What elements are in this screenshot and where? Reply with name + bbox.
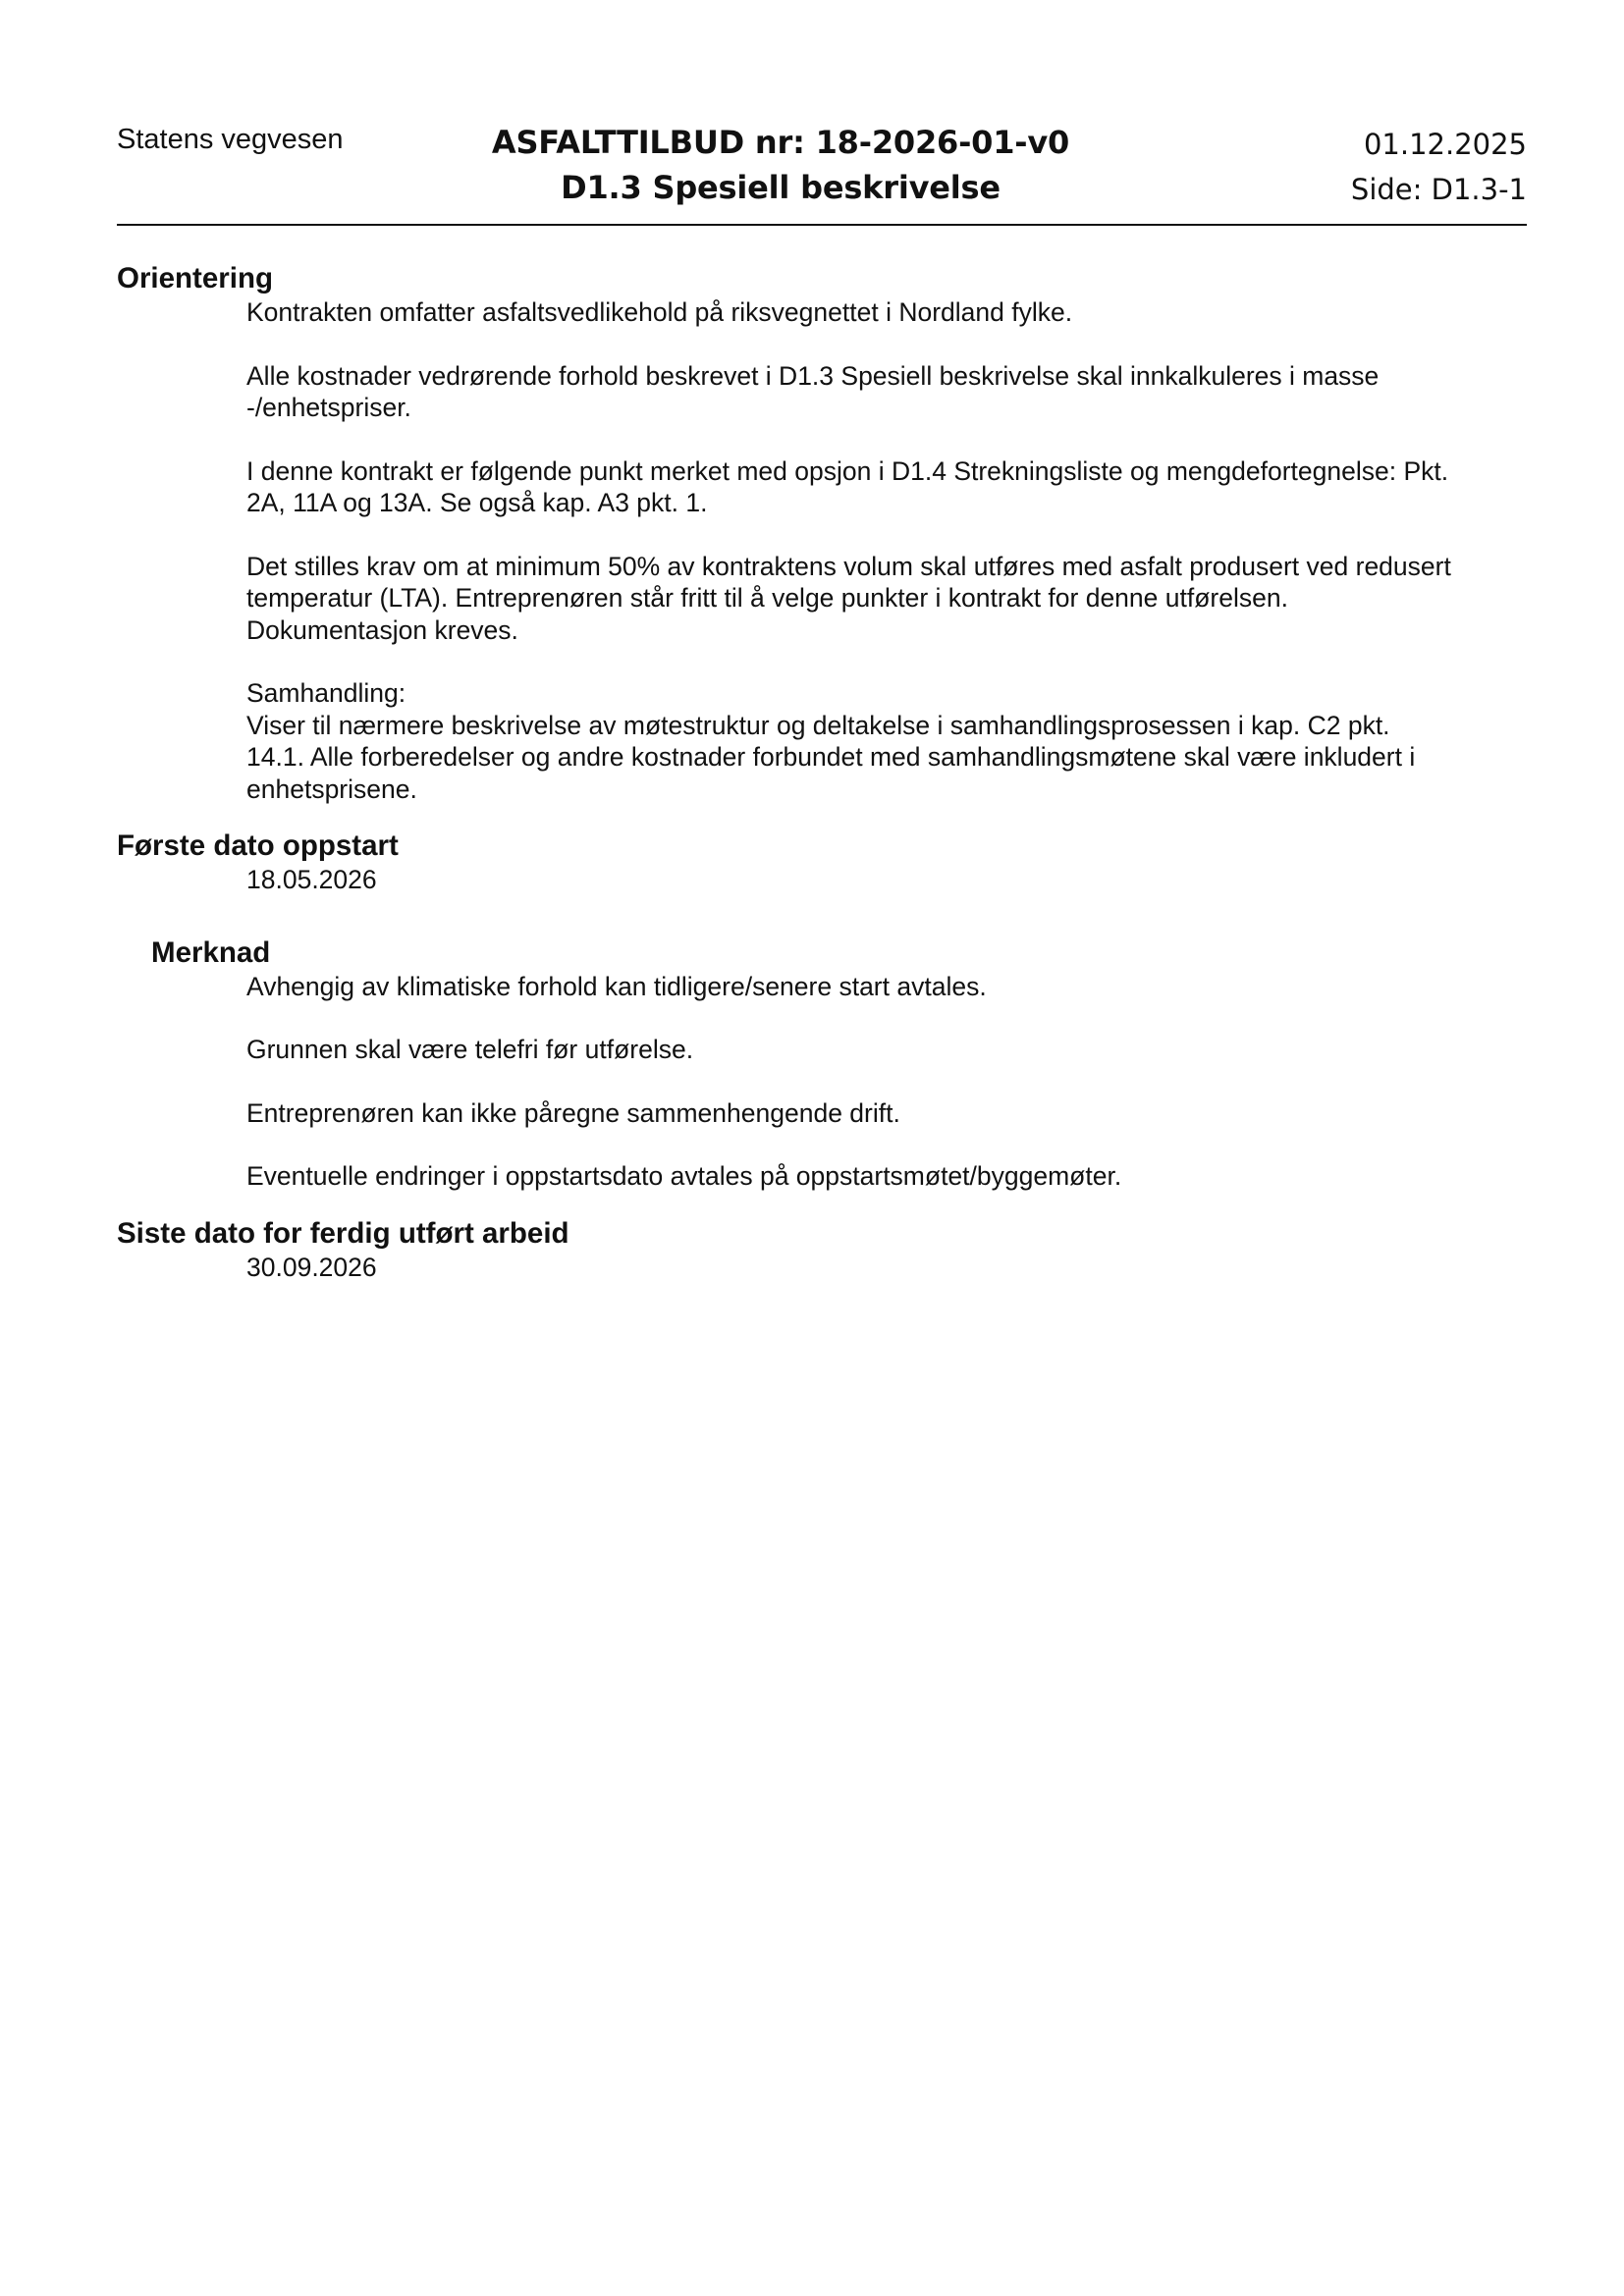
paragraph (246, 551, 1527, 647)
title-line-2: D1.3 Spesiell beskrivelse (561, 169, 1001, 206)
paragraph: Eventuelle endringer i oppstartsdato avtales på oppstartsmøtet/byggemøter. (246, 1161, 1122, 1191)
text-line: enhetsprisene. (246, 774, 417, 804)
paragraph (246, 360, 1527, 424)
section-heading-orientering: Orientering (117, 262, 273, 294)
text-line: Alle kostnader vedrørende forhold beskrevet i D1.3 Spesiell beskrivelse skal innkalkuleres i masse (246, 360, 1380, 391)
paragraph (246, 455, 1527, 519)
subsection-heading-merknad: Merknad (151, 935, 271, 969)
section-heading-siste-dato: Siste dato for ferdig utført arbeid (117, 1216, 569, 1250)
paragraph: Avhengig av klimatiske forhold kan tidligere/senere start avtales. (246, 971, 987, 1001)
text-line: Det stilles krav om at minimum 50% av kontraktens volum skal utføres med asfalt produsert ved redusert (246, 551, 1451, 581)
header-divider (117, 224, 1527, 226)
start-date-value: 18.05.2026 (246, 865, 377, 894)
text-line: temperatur (LTA). Entreprenøren står fritt til å velge punkter i kontrakt for denne utførelsen. (246, 583, 1288, 613)
paragraph (246, 296, 1527, 329)
paragraph: Grunnen skal være telefri før utførelse. (246, 1035, 694, 1064)
document-date: 01.12.2025 (1363, 128, 1527, 161)
text-line: Dokumentasjon kreves. (246, 614, 518, 645)
end-date-value: 30.09.2026 (246, 1252, 377, 1282)
text-line: -/enhetspriser. (246, 393, 411, 422)
section-heading-forste-dato: Første dato oppstart (117, 829, 399, 862)
text-line: Kontrakten omfatter asfaltsvedlikehold på riksvegnettet i Nordland fylke. (246, 297, 1073, 327)
text-line: Viser til nærmere beskrivelse av møtestruktur og deltakelse i samhandlingsprosessen i kap. C2 pkt. (246, 710, 1390, 740)
header-meta (1351, 122, 1527, 212)
organization-name: Statens vegvesen (117, 124, 344, 155)
document-title (373, 120, 1188, 210)
document-body (117, 261, 1527, 1283)
text-line: 14.1. Alle forberedelser og andre kostnader forbundet med samhandlingsmøtene skal være inkludert i (246, 742, 1416, 772)
page-number: Side: D1.3-1 (1350, 173, 1527, 206)
title-line-1: ASFALTTILBUD nr: 18-2026-01-v0 (491, 124, 1070, 161)
paragraph: Entreprenøren kan ikke påregne sammenhengende drift. (246, 1097, 900, 1128)
text-line: I denne kontrakt er følgende punkt merket med opsjon i D1.4 Strekningsliste og mengdefortegnelse: Pkt. (246, 455, 1449, 486)
text-line: 2A, 11A og 13A. Se også kap. A3 pkt. 1. (246, 488, 708, 517)
paragraph (246, 677, 1527, 805)
text-line: Samhandling: (246, 678, 406, 708)
